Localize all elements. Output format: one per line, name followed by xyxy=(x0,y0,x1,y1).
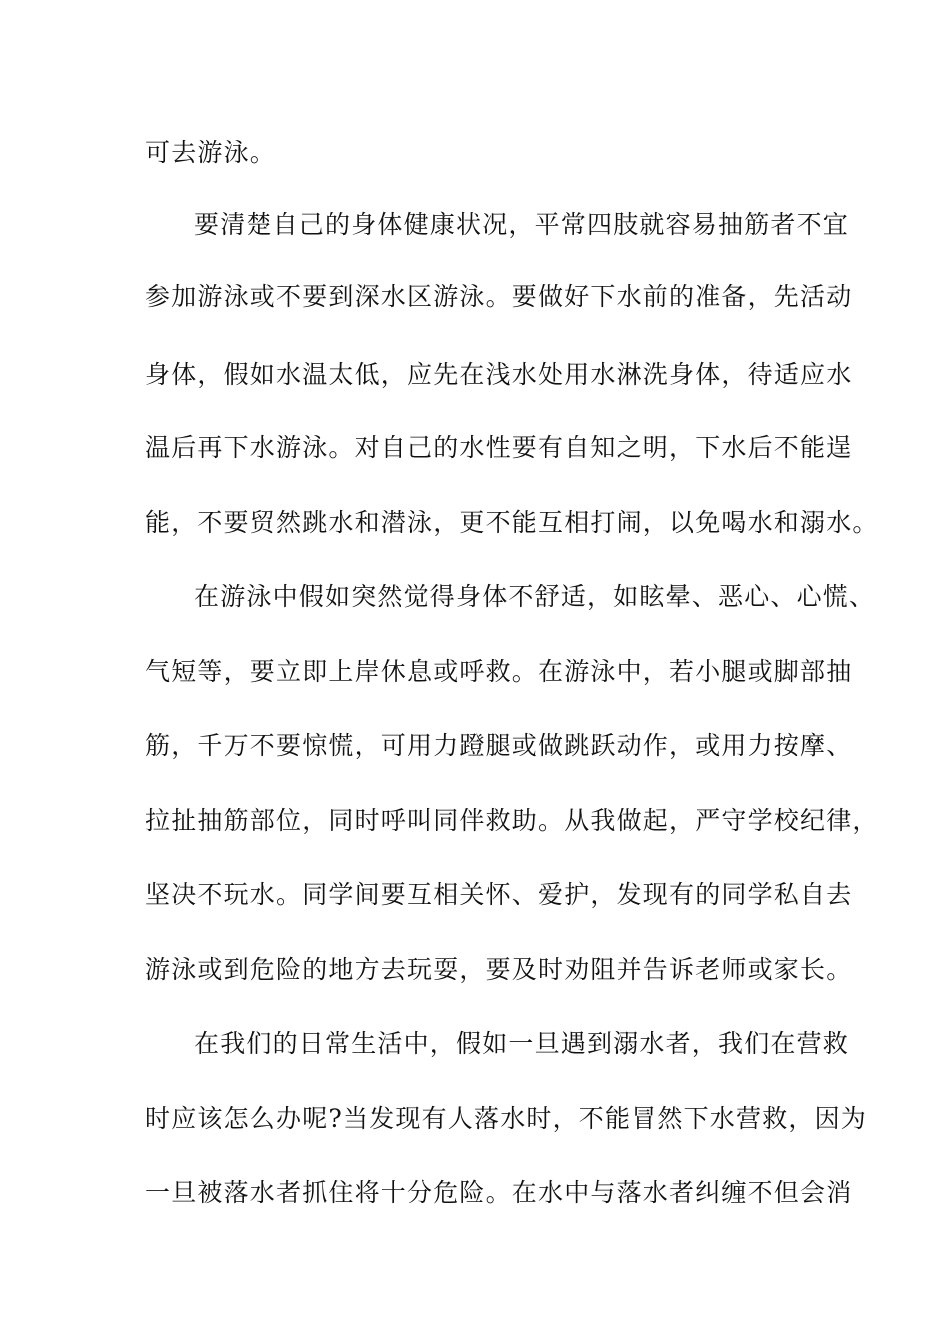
text-line: 筋，千万不要惊慌，可用力蹬腿或做跳跃动作，或用力按摩、 xyxy=(145,731,853,760)
paragraph-start-line: 在我们的日常生活中，假如一旦遇到溺水者，我们在营救 xyxy=(194,1029,850,1058)
text-line: 拉扯抽筋部位，同时呼叫同伴救助。从我做起，严守学校纪律， xyxy=(145,806,879,835)
text-line: 身体，假如水温太低，应先在浅水处用水淋洗身体，待适应水 xyxy=(145,360,853,389)
text-line: 气短等，要立即上岸休息或呼救。在游泳中，若小腿或脚部抽 xyxy=(145,657,853,686)
text-line: 一旦被落水者抓住将十分危险。在水中与落水者纠缠不但会消 xyxy=(145,1178,853,1207)
paragraph-start-line: 在游泳中假如突然觉得身体不舒适，如眩晕、恶心、心慌、 xyxy=(194,582,876,611)
text-line: 可去游泳。 xyxy=(145,138,277,167)
text-line: 参加游泳或不要到深水区游泳。要做好下水前的准备，先活动 xyxy=(145,282,853,311)
text-line: 坚决不玩水。同学间要互相关怀、爱护，发现有的同学私自去 xyxy=(145,880,853,909)
text-line: 温后再下水游泳。对自己的水性要有自知之明，下水后不能逞 xyxy=(145,433,853,462)
text-line: 时应该怎么办呢?当发现有人落水时，不能冒然下水营救，因为 xyxy=(145,1104,868,1133)
text-line: 游泳或到危险的地方去玩耍，要及时劝阻并告诉老师或家长。 xyxy=(145,955,853,984)
text-line: 能，不要贸然跳水和潜泳，更不能互相打闹，以免喝水和溺水。 xyxy=(145,508,879,537)
paragraph-start-line: 要清楚自己的身体健康状况，平常四肢就容易抽筋者不宜 xyxy=(194,210,850,239)
